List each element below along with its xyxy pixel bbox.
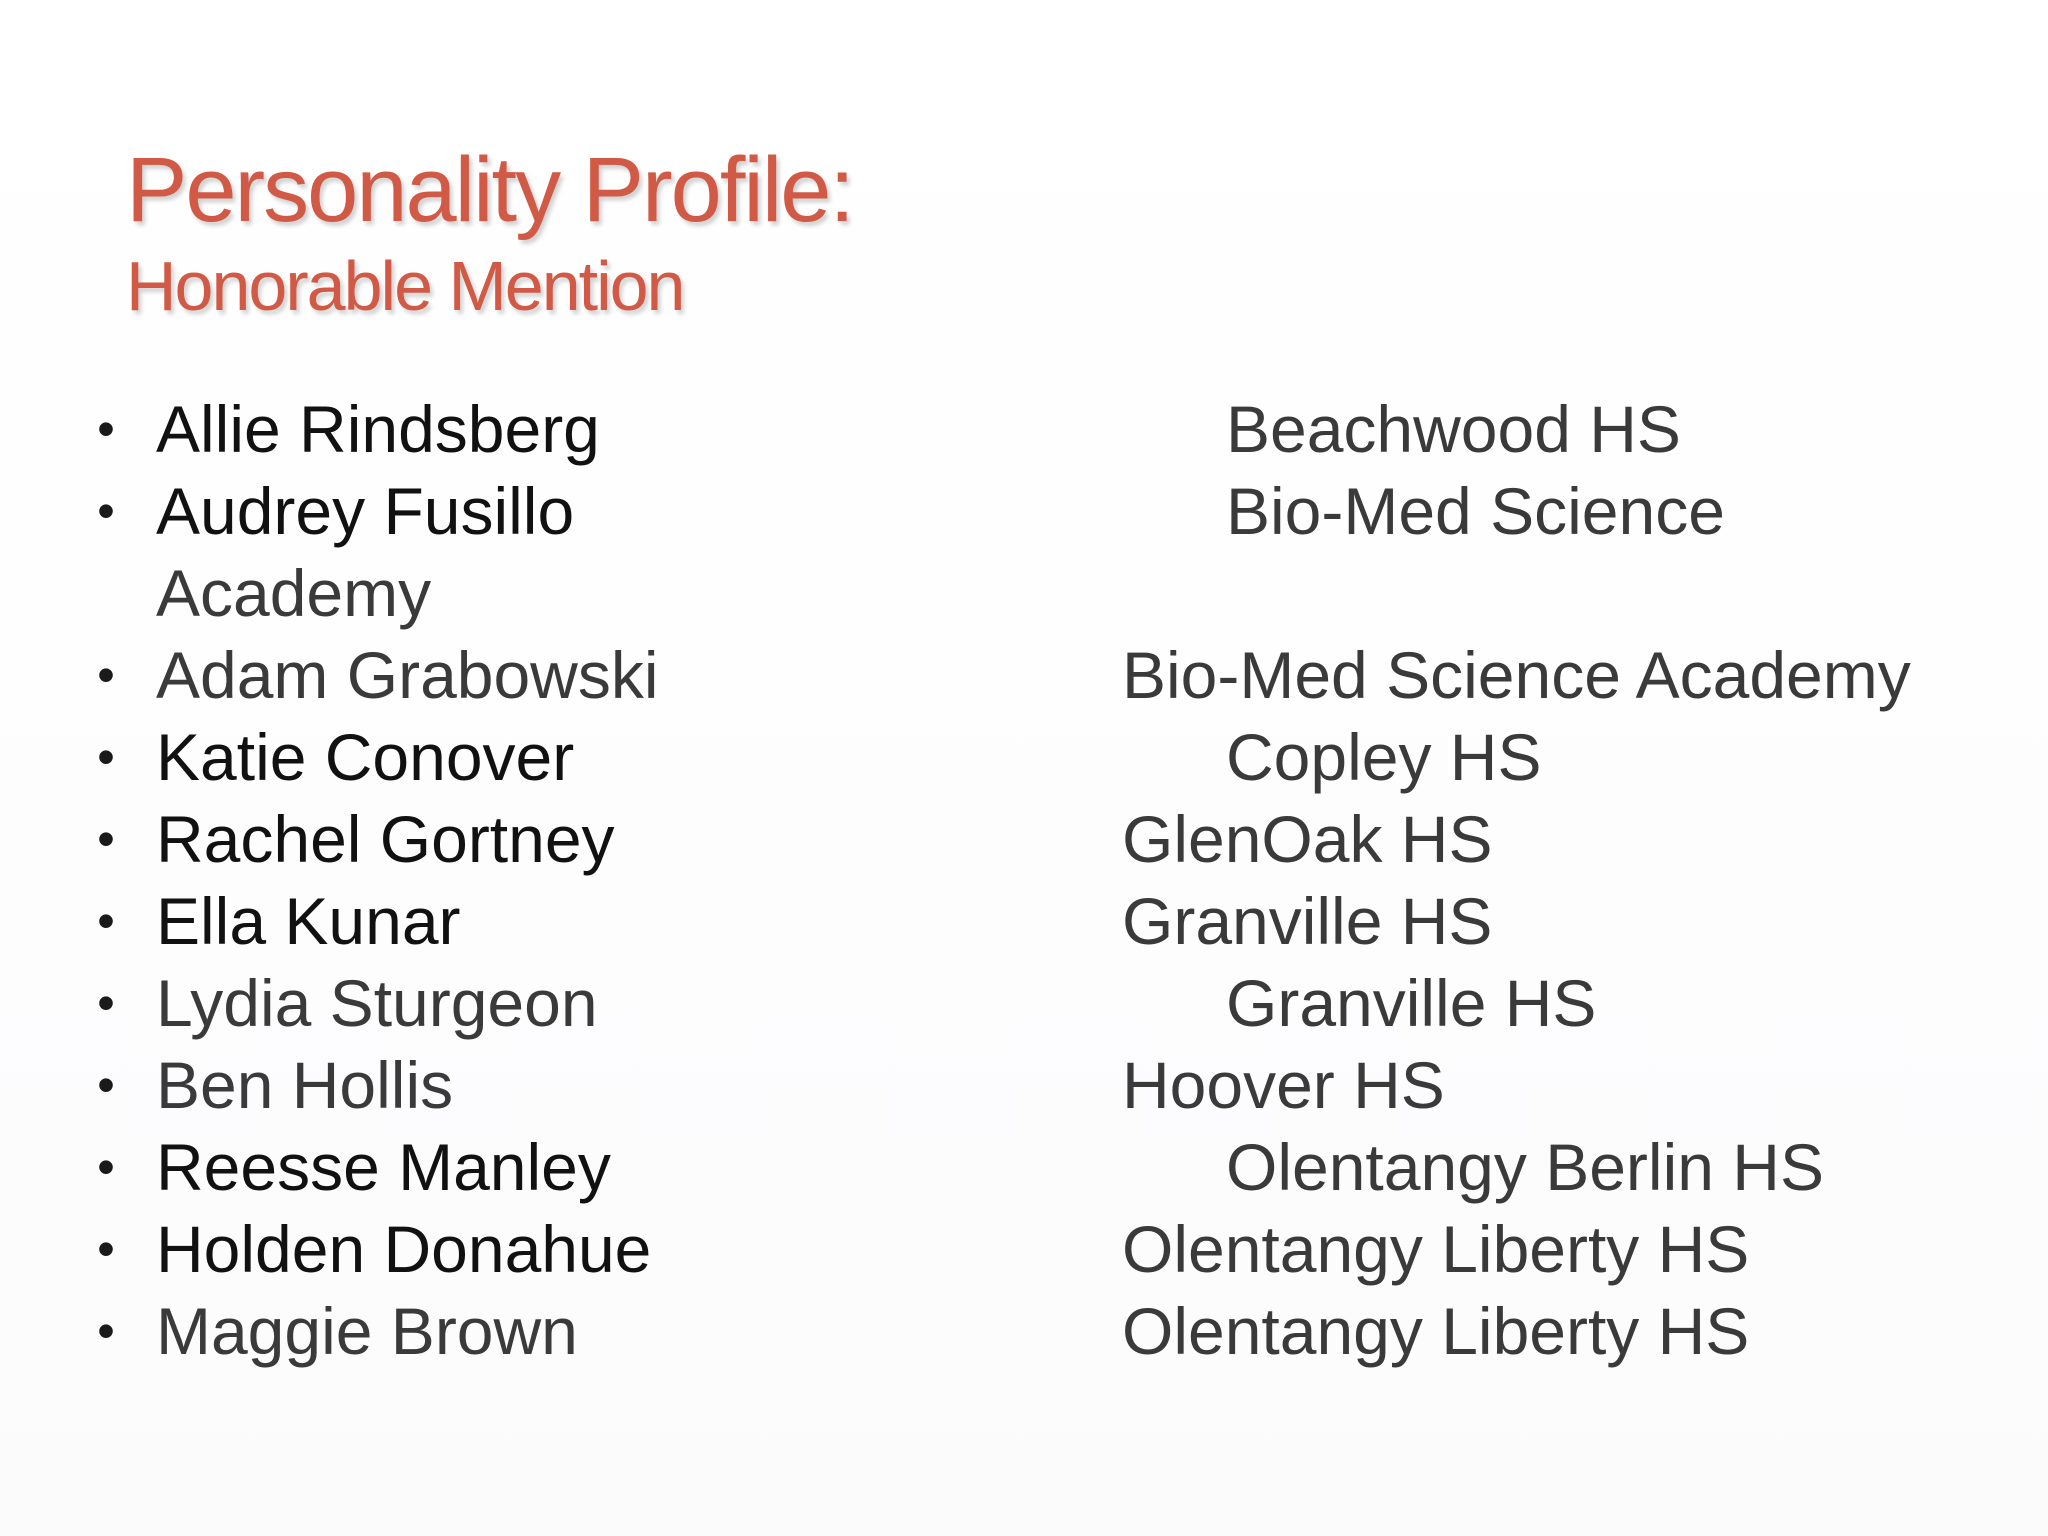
list-item: [0, 1044, 2048, 1126]
honoree-school: Copley HS: [1226, 720, 1542, 794]
honoree-name: Ella Kunar: [156, 884, 461, 958]
bullet-icon: •: [97, 483, 115, 539]
honoree-name: Lydia Sturgeon: [156, 966, 598, 1040]
bullet-icon: •: [97, 1303, 115, 1359]
list-item: [0, 880, 2048, 962]
list-item: [0, 1208, 2048, 1290]
honoree-school: GlenOak HS: [1122, 802, 1493, 876]
list-item: [0, 962, 2048, 1044]
list-item-continuation: [0, 552, 2048, 634]
honoree-name: Maggie Brown: [156, 1294, 578, 1368]
bullet-icon: •: [97, 729, 115, 785]
list-item: [0, 634, 2048, 716]
bullet-icon: •: [97, 647, 115, 703]
honoree-school: Olentangy Liberty HS: [1122, 1212, 1750, 1286]
honoree-school: Granville HS: [1122, 884, 1493, 958]
slide-title: Personality Profile:: [126, 139, 853, 241]
honoree-name: Adam Grabowski: [156, 638, 659, 712]
honoree-school: Beachwood HS: [1226, 392, 1681, 466]
bullet-icon: •: [97, 401, 115, 457]
honoree-name: Katie Conover: [156, 720, 575, 794]
bullet-icon: •: [97, 1057, 115, 1113]
list-item: [0, 798, 2048, 880]
list-item: [0, 1290, 2048, 1372]
slide-subtitle: Honorable Mention: [126, 247, 684, 325]
honoree-school: Bio-Med Science Academy: [1122, 638, 1911, 712]
honoree-school: Bio-Med Science: [1226, 474, 1725, 548]
bullet-icon: •: [97, 1139, 115, 1195]
list-item: [0, 388, 2048, 470]
bullet-icon: •: [97, 975, 115, 1031]
honoree-name: Holden Donahue: [156, 1212, 652, 1286]
honoree-school: Olentangy Liberty HS: [1122, 1294, 1750, 1368]
honoree-school: Olentangy Berlin HS: [1226, 1130, 1824, 1204]
honoree-name: Allie Rindsberg: [156, 392, 600, 466]
honoree-school: Granville HS: [1226, 966, 1597, 1040]
list-item: [0, 716, 2048, 798]
bullet-icon: •: [97, 1221, 115, 1277]
honoree-school: Hoover HS: [1122, 1048, 1445, 1122]
honoree-name: Reesse Manley: [156, 1130, 611, 1204]
bullet-icon: •: [97, 893, 115, 949]
honoree-name: Rachel Gortney: [156, 802, 615, 876]
honoree-name: Ben Hollis: [156, 1048, 454, 1122]
honoree-school-continuation: Academy: [156, 556, 432, 630]
list-item: [0, 1126, 2048, 1208]
list-item: [0, 470, 2048, 552]
bullet-icon: •: [97, 811, 115, 867]
title-block: [126, 140, 853, 326]
honoree-name: Audrey Fusillo: [156, 474, 575, 548]
